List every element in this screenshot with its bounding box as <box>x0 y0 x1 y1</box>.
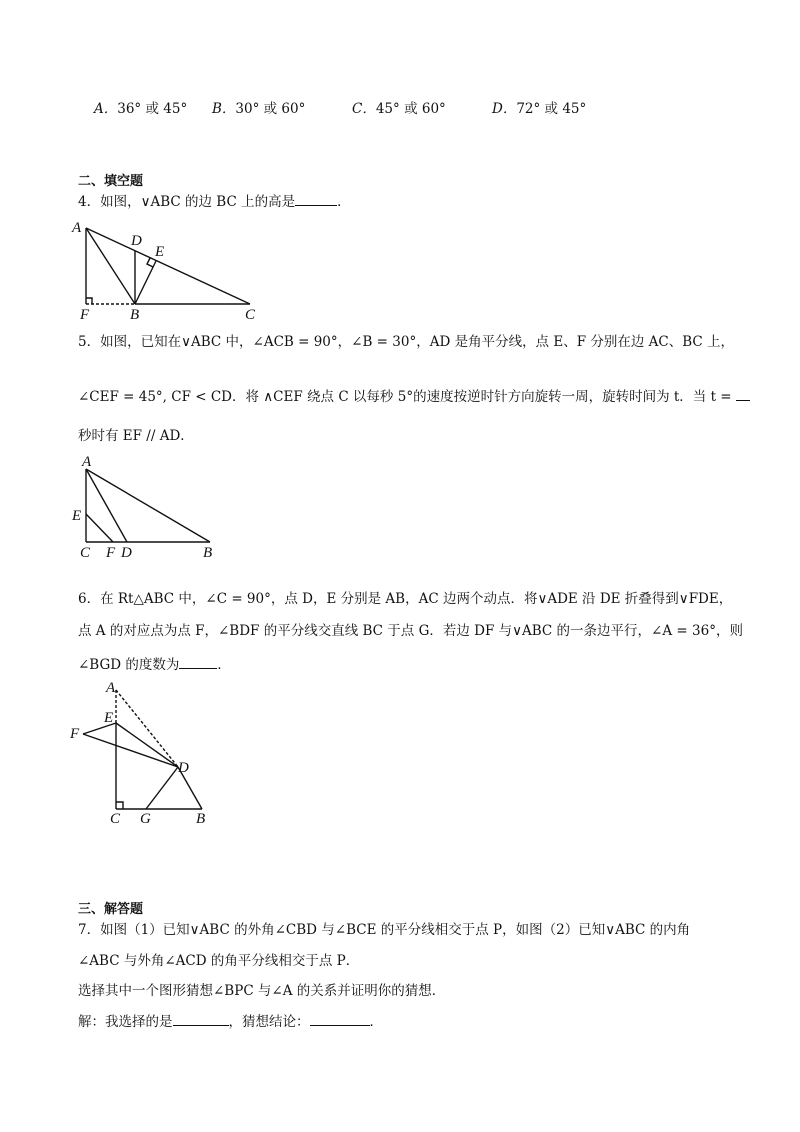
option-text: 36° 或 45° <box>117 101 188 117</box>
question-7-line-2: ∠ABC 与外角∠ACD 的角平分线相交于点 P． <box>78 953 360 969</box>
section-title-solve: 三、解答题 <box>78 902 144 917</box>
answer-blank <box>295 191 337 206</box>
label-d: D <box>121 545 132 561</box>
segment-ab <box>86 469 210 542</box>
label-e: E <box>72 508 82 524</box>
right-angle-mark-f <box>86 298 92 304</box>
option-letter: B． <box>212 101 236 117</box>
segment-ad <box>86 469 127 542</box>
label-f: F <box>70 726 80 742</box>
answer-blank <box>736 386 750 401</box>
question-4-text: 4．如图，∨ABC 的边 BC 上的高是 <box>78 194 296 210</box>
question-6-line-3-text: ∠BGD 的度数为 <box>78 657 180 673</box>
answer-blank-conclusion <box>310 1011 370 1026</box>
answer-blank-choice <box>173 1011 229 1026</box>
question-7-line-1: 7．如图（1）已知∨ABC 的外角∠CBD 与∠BCE 的平分线相交于点 P，如图（2）已知∨ABC 的内角 <box>78 922 691 938</box>
question-6-line-1: 6．在 Rt△ABC 中，∠C = 90°，点 D，E 分别是 AB，AC 边两个动点．将∨ADE 沿 DE 折叠得到∨FDE， <box>78 591 733 607</box>
option-a <box>94 100 187 118</box>
option-letter: C． <box>352 101 376 117</box>
figure-q5 <box>70 452 230 562</box>
label-f: F <box>80 307 90 323</box>
question-5-line-2 <box>78 386 750 406</box>
segment-gd <box>146 767 178 809</box>
question-6-line-3: ∠BGD 的度数为 ． <box>78 654 231 674</box>
question-4: 4．如图，∨ABC 的边 BC 上的高是 ． <box>78 191 351 211</box>
label-c: C <box>245 307 256 323</box>
label-d: D <box>131 233 142 249</box>
option-d <box>492 100 586 118</box>
option-c <box>352 100 446 118</box>
segment-fd <box>83 734 178 767</box>
section-title-fill-blank: 二、填空题 <box>78 174 144 189</box>
label-a: A <box>82 454 92 470</box>
option-b <box>212 100 305 118</box>
label-a: A <box>106 680 116 696</box>
label-e: E <box>155 244 165 260</box>
option-letter: A． <box>94 101 118 117</box>
option-text: 72° 或 45° <box>516 101 587 117</box>
question-5-line-2-text: ∠CEF = 45°, CF < CD．将 ∧CEF 绕点 C 以每秒 5°的速度按逆时针方向旋转一周，旋转时间为 t．当 t = <box>78 389 732 405</box>
figure-q6 <box>62 678 222 828</box>
answer-prompt-choice: 解：我选择的是 <box>78 1014 173 1030</box>
answer-end-mark: ． <box>369 1014 383 1030</box>
figure-q4 <box>70 218 270 323</box>
question-5-line-3: 秒时有 EF // AD． <box>78 428 194 444</box>
label-b: B <box>203 545 213 561</box>
question-6-line-2: 点 A 的对应点为点 F，∠BDF 的平分线交直线 BC 于点 G．若边 DF 与∨ABC 的一条边平行，∠A = 36°，则 <box>78 623 743 639</box>
right-angle-mark-c <box>116 802 123 809</box>
question-7-line-3: 选择其中一个图形猜想∠BPC 与∠A 的关系并证明你的猜想． <box>78 983 446 999</box>
question-5-line-1: 5．如图，已知在∨ABC 中，∠ACB = 90°，∠B = 30°，AD 是角平分线，点 E、F 分别在边 AC、BC 上， <box>78 334 735 350</box>
label-b: B <box>196 811 206 827</box>
label-e: E <box>104 710 114 726</box>
answer-prompt-conclusion: ，猜想结论： <box>228 1014 310 1030</box>
option-letter: D． <box>492 101 517 117</box>
option-text: 45° 或 60° <box>375 101 446 117</box>
label-a: A <box>72 220 82 236</box>
question-7-line-4 <box>78 1011 383 1031</box>
label-b: B <box>130 307 140 323</box>
label-d: D <box>178 760 189 776</box>
segment-ef <box>86 514 113 542</box>
label-g: G <box>140 811 151 827</box>
label-f: F <box>106 545 116 561</box>
label-c: C <box>110 811 121 827</box>
label-c: C <box>80 545 91 561</box>
answer-blank <box>179 654 217 669</box>
option-text: 30° 或 60° <box>235 101 306 117</box>
segment-ad-dashed <box>116 690 178 767</box>
segment-be <box>135 261 156 304</box>
